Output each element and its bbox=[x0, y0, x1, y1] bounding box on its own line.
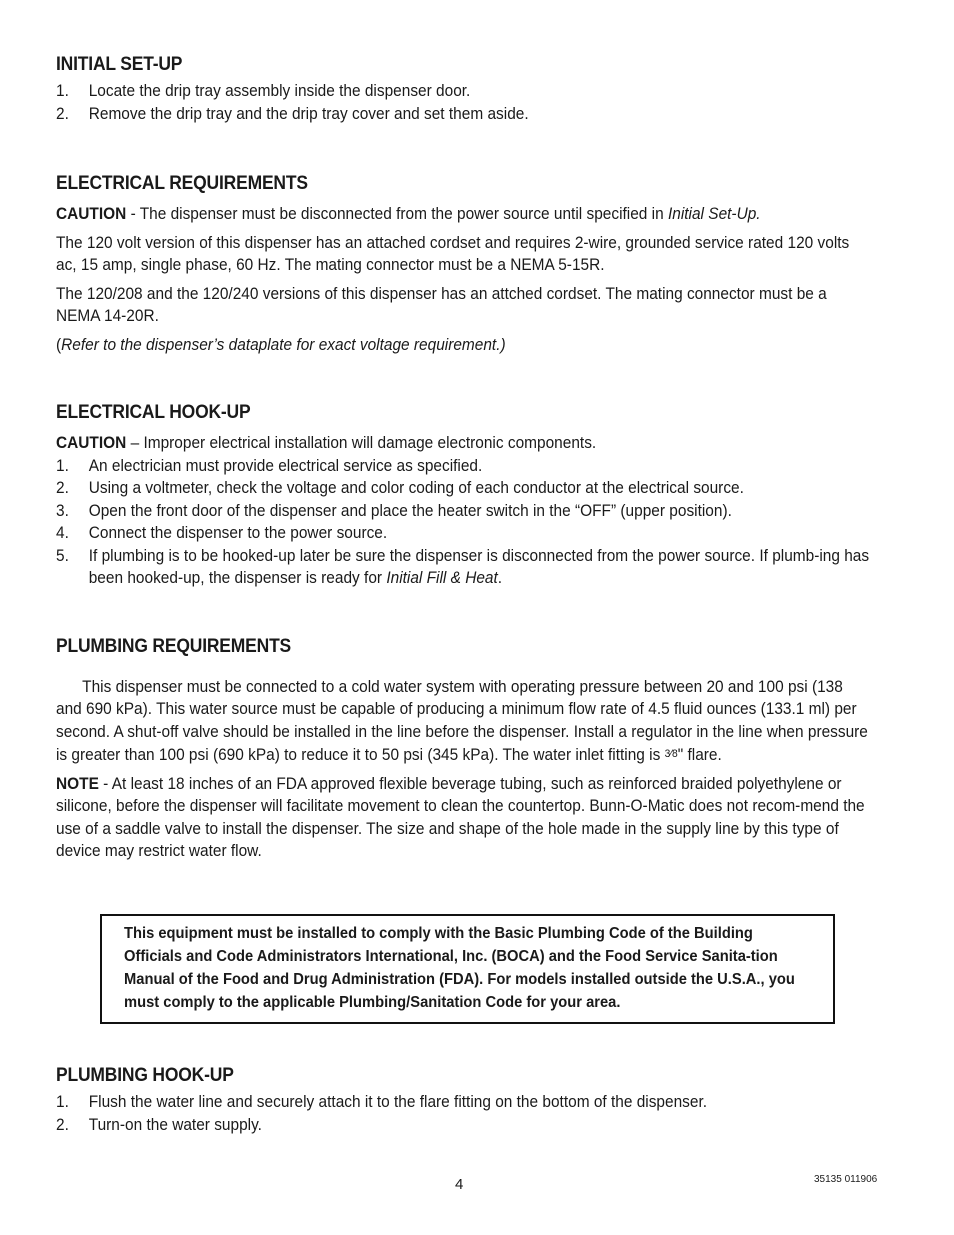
heading-electrical-requirements: ELECTRICAL REQUIREMENTS bbox=[56, 173, 308, 194]
paragraph: The 120 volt version of this dispenser has an attached cordset and requires 2-wire, grounded service rated 120 volts ac, 15 amp, single phase, 60 Hz. The mating connector must be a NEMA 5-15R. bbox=[56, 233, 850, 274]
heading-plumbing-requirements: PLUMBING REQUIREMENTS bbox=[56, 635, 292, 657]
heading-plumbing-hookup: PLUMBING HOOK-UP bbox=[56, 1065, 234, 1086]
caution-paragraph: CAUTION – Improper electrical installation will damage electronic components. bbox=[56, 434, 597, 452]
voltage-note: (Refer to the dispenser’s dataplate for exact voltage requirement.) bbox=[56, 335, 506, 354]
list-item: 2. Using a voltmeter, check the voltage and color coding of each conductor at the electrical source. bbox=[56, 479, 744, 497]
list-item: 4. Connect the dispenser to the power source. bbox=[56, 524, 388, 542]
note-paragraph: NOTE - At least 18 inches of an FDA approved flexible beverage tubing, such as reinforced braided polyethylene or silicone, before the dispenser will facilitate movement to clean the countertop. Bunn-O-Matic does not recom-mend the use of a saddle valve to install the dispenser. The size and shape of the hole made in the supply line by this type of device may restrict water flow. bbox=[56, 774, 865, 860]
plumbing-code-notice bbox=[100, 914, 835, 1024]
list-item: 1. An electrician must provide electrical service as specified. bbox=[56, 456, 483, 475]
section-electrical-hookup bbox=[56, 400, 871, 590]
section-electrical-requirements bbox=[56, 171, 871, 356]
list-item: 5. If plumbing is to be hooked-up later be sure the dispenser is disconnected from the power source. If plumb-ing has been hooked-up, the dispenser is ready for Initial Fill & Heat. bbox=[56, 546, 870, 587]
paragraph: The 120/208 and the 120/240 versions of this dispenser has an attched cordset. The mating connector must be a NEMA 14-20R. bbox=[56, 284, 827, 325]
list-item: 1. Flush the water line and securely attach it to the flare fitting on the bottom of the dispenser. bbox=[56, 1093, 708, 1111]
document-body bbox=[56, 52, 871, 863]
page-number: 4 bbox=[455, 1176, 464, 1193]
list-item: 1. Locate the drip tray assembly inside the dispenser door. bbox=[56, 82, 471, 100]
notice-text: This equipment must be installed to comply with the Basic Plumbing Code of the Building Officials and Code Administrators International, Inc. (BOCA) and the Food Service Sanita-tion Manual of the Food and Drug Administration (FDA). For models installed outside the U.S.A., you must comply to the applicable Plumbing/Sanitation Code for your area. bbox=[124, 925, 795, 1011]
list-item: 2. Turn-on the water supply. bbox=[56, 1115, 262, 1134]
list-item: 3. Open the front door of the dispenser and place the heater switch in the “OFF” (upper position). bbox=[56, 501, 732, 520]
heading-electrical-hookup: ELECTRICAL HOOK-UP bbox=[56, 402, 251, 423]
section-initial-setup bbox=[56, 52, 871, 125]
paragraph: This dispenser must be connected to a cold water system with operating pressure between 20 and 100 psi (138 and 690 kPa). This water source must be capable of producing a minimum flow rate of 4.5 fluid ounces (133.1 ml) per second. A shut-off valve should be installed in the line before the dispenser. Install a regulator in the line when pressure is greater than 100 psi (690 kPa) to reduce it to 50 psi (345 kPa). The water inlet fitting is 3⁄8" flare. bbox=[56, 677, 868, 764]
caution-paragraph: CAUTION - The dispenser must be disconnected from the power source until specified in Initial Set-Up. bbox=[56, 205, 761, 223]
section-plumbing-requirements bbox=[56, 634, 871, 863]
document-code: 35135 011906 bbox=[814, 1174, 878, 1185]
list-item: 2. Remove the drip tray and the drip tray cover and set them aside. bbox=[56, 104, 529, 123]
section-plumbing-hookup bbox=[56, 1063, 871, 1136]
heading-initial-setup: INITIAL SET-UP bbox=[56, 54, 183, 75]
